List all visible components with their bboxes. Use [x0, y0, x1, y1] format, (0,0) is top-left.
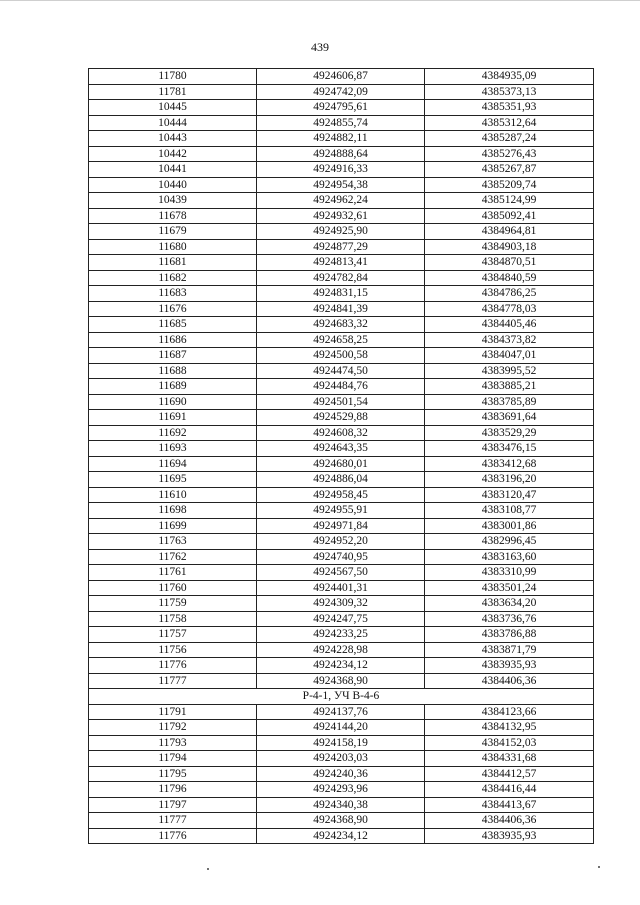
section-heading-body: [89, 689, 594, 705]
x-coordinate-cell: 4924658,25: [257, 332, 425, 348]
y-coordinate-cell: 4383885,21: [425, 379, 594, 395]
x-coordinate-cell: 4924855,74: [257, 115, 425, 131]
y-coordinate-cell: 4384132,95: [425, 720, 594, 736]
table-row: [89, 301, 594, 317]
table-row: [89, 782, 594, 798]
y-coordinate-cell: 4383935,93: [425, 658, 594, 674]
table-row: [89, 224, 594, 240]
scan-top-edge: [0, 0, 640, 1]
x-coordinate-cell: 4924529,88: [257, 410, 425, 426]
point-number-cell: 11691: [89, 410, 257, 426]
y-coordinate-cell: 4383108,77: [425, 503, 594, 519]
y-coordinate-cell: 4382996,45: [425, 534, 594, 550]
table-row: [89, 441, 594, 457]
point-number-cell: 11680: [89, 239, 257, 255]
table-row: [89, 363, 594, 379]
point-number-cell: 11681: [89, 255, 257, 271]
y-coordinate-cell: 4384964,81: [425, 224, 594, 240]
x-coordinate-cell: 4924240,36: [257, 766, 425, 782]
point-number-cell: 11776: [89, 658, 257, 674]
point-number-cell: 10445: [89, 100, 257, 116]
table-row: [89, 580, 594, 596]
point-number-cell: 10439: [89, 193, 257, 209]
point-number-cell: 11781: [89, 84, 257, 100]
point-number-cell: 11763: [89, 534, 257, 550]
table-row: [89, 766, 594, 782]
coordinates-table-body-part1: [89, 69, 594, 689]
point-number-cell: 11693: [89, 441, 257, 457]
table-row: [89, 456, 594, 472]
x-coordinate-cell: 4924234,12: [257, 658, 425, 674]
table-row: [89, 84, 594, 100]
x-coordinate-cell: 4924401,31: [257, 580, 425, 596]
y-coordinate-cell: 4383935,93: [425, 828, 594, 844]
y-coordinate-cell: 4385092,41: [425, 208, 594, 224]
point-number-cell: 11760: [89, 580, 257, 596]
x-coordinate-cell: 4924606,87: [257, 69, 425, 85]
x-coordinate-cell: 4924952,20: [257, 534, 425, 550]
table-row: [89, 503, 594, 519]
y-coordinate-cell: 4384047,01: [425, 348, 594, 364]
point-number-cell: 11683: [89, 286, 257, 302]
point-number-cell: 11687: [89, 348, 257, 364]
table-row: [89, 487, 594, 503]
y-coordinate-cell: 4384152,03: [425, 735, 594, 751]
y-coordinate-cell: 4385312,64: [425, 115, 594, 131]
y-coordinate-cell: 4383634,20: [425, 596, 594, 612]
point-number-cell: 11695: [89, 472, 257, 488]
point-number-cell: 11689: [89, 379, 257, 395]
y-coordinate-cell: 4383163,60: [425, 549, 594, 565]
point-number-cell: 11762: [89, 549, 257, 565]
x-coordinate-cell: 4924831,15: [257, 286, 425, 302]
table-row: [89, 115, 594, 131]
point-number-cell: 11699: [89, 518, 257, 534]
point-number-cell: 11794: [89, 751, 257, 767]
y-coordinate-cell: 4383736,76: [425, 611, 594, 627]
point-number-cell: 10443: [89, 131, 257, 147]
table-row: [89, 286, 594, 302]
y-coordinate-cell: 4384416,44: [425, 782, 594, 798]
point-number-cell: 11686: [89, 332, 257, 348]
y-coordinate-cell: 4383412,68: [425, 456, 594, 472]
y-coordinate-cell: 4383786,88: [425, 627, 594, 643]
x-coordinate-cell: 4924228,98: [257, 642, 425, 658]
y-coordinate-cell: 4383871,79: [425, 642, 594, 658]
table-row: [89, 704, 594, 720]
x-coordinate-cell: 4924368,90: [257, 813, 425, 829]
y-coordinate-cell: 4384786,25: [425, 286, 594, 302]
y-coordinate-cell: 4384413,67: [425, 797, 594, 813]
table-row: [89, 332, 594, 348]
point-number-cell: 11791: [89, 704, 257, 720]
x-coordinate-cell: 4924501,54: [257, 394, 425, 410]
x-coordinate-cell: 4924233,25: [257, 627, 425, 643]
y-coordinate-cell: 4383120,47: [425, 487, 594, 503]
y-coordinate-cell: 4384935,09: [425, 69, 594, 85]
y-coordinate-cell: 4384406,36: [425, 673, 594, 689]
y-coordinate-cell: 4385373,13: [425, 84, 594, 100]
table-row: [89, 828, 594, 844]
point-number-cell: 11690: [89, 394, 257, 410]
x-coordinate-cell: 4924643,35: [257, 441, 425, 457]
x-coordinate-cell: 4924203,03: [257, 751, 425, 767]
table-row: [89, 596, 594, 612]
table-row: [89, 472, 594, 488]
point-number-cell: 11797: [89, 797, 257, 813]
x-coordinate-cell: 4924954,38: [257, 177, 425, 193]
scan-speck: [598, 866, 600, 868]
table-row: [89, 565, 594, 581]
table-row: [89, 425, 594, 441]
x-coordinate-cell: 4924877,29: [257, 239, 425, 255]
y-coordinate-cell: 4384778,03: [425, 301, 594, 317]
y-coordinate-cell: 4384406,36: [425, 813, 594, 829]
table-row: [89, 146, 594, 162]
point-number-cell: 11698: [89, 503, 257, 519]
point-number-cell: 11688: [89, 363, 257, 379]
y-coordinate-cell: 4384870,51: [425, 255, 594, 271]
table-row: [89, 673, 594, 689]
point-number-cell: 11792: [89, 720, 257, 736]
x-coordinate-cell: 4924293,96: [257, 782, 425, 798]
x-coordinate-cell: 4924971,84: [257, 518, 425, 534]
point-number-cell: 11610: [89, 487, 257, 503]
point-number-cell: 11780: [89, 69, 257, 85]
point-number-cell: 10442: [89, 146, 257, 162]
table-row: [89, 627, 594, 643]
table-row: [89, 69, 594, 85]
y-coordinate-cell: 4383995,52: [425, 363, 594, 379]
y-coordinate-cell: 4383196,20: [425, 472, 594, 488]
table-row: [89, 348, 594, 364]
table-row: [89, 735, 594, 751]
x-coordinate-cell: 4924955,91: [257, 503, 425, 519]
y-coordinate-cell: 4383310,99: [425, 565, 594, 581]
y-coordinate-cell: 4383785,89: [425, 394, 594, 410]
x-coordinate-cell: 4924368,90: [257, 673, 425, 689]
section-heading-row: [89, 689, 594, 705]
y-coordinate-cell: 4385124,99: [425, 193, 594, 209]
table-row: [89, 379, 594, 395]
point-number-cell: 10441: [89, 162, 257, 178]
point-number-cell: 11692: [89, 425, 257, 441]
point-number-cell: 11776: [89, 828, 257, 844]
y-coordinate-cell: 4384412,57: [425, 766, 594, 782]
point-number-cell: 11756: [89, 642, 257, 658]
point-number-cell: 10444: [89, 115, 257, 131]
y-coordinate-cell: 4385209,74: [425, 177, 594, 193]
y-coordinate-cell: 4384123,66: [425, 704, 594, 720]
x-coordinate-cell: 4924680,01: [257, 456, 425, 472]
y-coordinate-cell: 4385267,87: [425, 162, 594, 178]
y-coordinate-cell: 4383529,29: [425, 425, 594, 441]
point-number-cell: 11777: [89, 673, 257, 689]
x-coordinate-cell: 4924882,11: [257, 131, 425, 147]
page-number: 439: [311, 40, 329, 54]
x-coordinate-cell: 4924474,50: [257, 363, 425, 379]
point-number-cell: 11761: [89, 565, 257, 581]
y-coordinate-cell: 4384840,59: [425, 270, 594, 286]
point-number-cell: 11795: [89, 766, 257, 782]
x-coordinate-cell: 4924158,19: [257, 735, 425, 751]
y-coordinate-cell: 4384373,82: [425, 332, 594, 348]
x-coordinate-cell: 4924683,32: [257, 317, 425, 333]
point-number-cell: 11793: [89, 735, 257, 751]
x-coordinate-cell: 4924932,61: [257, 208, 425, 224]
table-row: [89, 611, 594, 627]
x-coordinate-cell: 4924144,20: [257, 720, 425, 736]
x-coordinate-cell: 4924841,39: [257, 301, 425, 317]
point-number-cell: 11759: [89, 596, 257, 612]
point-number-cell: 11678: [89, 208, 257, 224]
table-row: [89, 797, 594, 813]
point-number-cell: 11777: [89, 813, 257, 829]
x-coordinate-cell: 4924500,58: [257, 348, 425, 364]
x-coordinate-cell: 4924916,33: [257, 162, 425, 178]
x-coordinate-cell: 4924234,12: [257, 828, 425, 844]
table-row: [89, 100, 594, 116]
x-coordinate-cell: 4924742,09: [257, 84, 425, 100]
table-row: [89, 317, 594, 333]
y-coordinate-cell: 4383691,64: [425, 410, 594, 426]
point-number-cell: 11676: [89, 301, 257, 317]
point-number-cell: 11758: [89, 611, 257, 627]
x-coordinate-cell: 4924567,50: [257, 565, 425, 581]
x-coordinate-cell: 4924958,45: [257, 487, 425, 503]
scan-speck: [207, 868, 209, 870]
x-coordinate-cell: 4924795,61: [257, 100, 425, 116]
point-number-cell: 11796: [89, 782, 257, 798]
x-coordinate-cell: 4924740,95: [257, 549, 425, 565]
x-coordinate-cell: 4924247,75: [257, 611, 425, 627]
table-row: [89, 239, 594, 255]
point-number-cell: 11679: [89, 224, 257, 240]
x-coordinate-cell: 4924309,32: [257, 596, 425, 612]
x-coordinate-cell: 4924608,32: [257, 425, 425, 441]
y-coordinate-cell: 4383501,24: [425, 580, 594, 596]
x-coordinate-cell: 4924925,90: [257, 224, 425, 240]
y-coordinate-cell: 4383001,86: [425, 518, 594, 534]
table-row: [89, 270, 594, 286]
table-row: [89, 410, 594, 426]
x-coordinate-cell: 4924813,41: [257, 255, 425, 271]
y-coordinate-cell: 4385276,43: [425, 146, 594, 162]
x-coordinate-cell: 4924782,84: [257, 270, 425, 286]
y-coordinate-cell: 4385351,93: [425, 100, 594, 116]
y-coordinate-cell: 4383476,15: [425, 441, 594, 457]
table-row: [89, 255, 594, 271]
x-coordinate-cell: 4924962,24: [257, 193, 425, 209]
table-row: [89, 534, 594, 550]
table-row: [89, 131, 594, 147]
y-coordinate-cell: 4384405,46: [425, 317, 594, 333]
table-row: [89, 208, 594, 224]
x-coordinate-cell: 4924137,76: [257, 704, 425, 720]
point-number-cell: 10440: [89, 177, 257, 193]
point-number-cell: 11685: [89, 317, 257, 333]
coordinates-table-body-part2: [89, 704, 594, 844]
y-coordinate-cell: 4385287,24: [425, 131, 594, 147]
table-row: [89, 162, 594, 178]
point-number-cell: 11757: [89, 627, 257, 643]
x-coordinate-cell: 4924484,76: [257, 379, 425, 395]
table-row: [89, 518, 594, 534]
table-row: [89, 720, 594, 736]
point-number-cell: 11694: [89, 456, 257, 472]
x-coordinate-cell: 4924340,38: [257, 797, 425, 813]
x-coordinate-cell: 4924888,64: [257, 146, 425, 162]
table-row: [89, 658, 594, 674]
table-row: [89, 813, 594, 829]
table-row: [89, 751, 594, 767]
table-row: [89, 642, 594, 658]
coordinates-table: [88, 68, 594, 844]
section-heading: Р-4-1, УЧ В-4-6: [89, 689, 594, 705]
y-coordinate-cell: 4384903,18: [425, 239, 594, 255]
table-row: [89, 549, 594, 565]
y-coordinate-cell: 4384331,68: [425, 751, 594, 767]
x-coordinate-cell: 4924886,04: [257, 472, 425, 488]
table-row: [89, 177, 594, 193]
point-number-cell: 11682: [89, 270, 257, 286]
table-row: [89, 394, 594, 410]
table-row: [89, 193, 594, 209]
